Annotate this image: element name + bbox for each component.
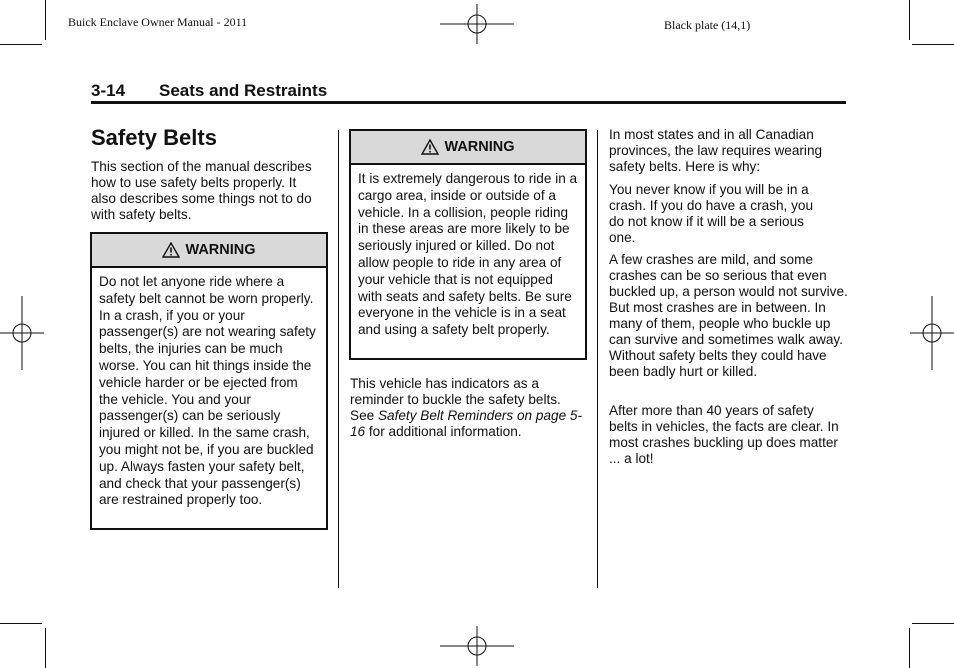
paragraph: In most states and in all Canadian provinces, the law requires wearing safety belts. Here is why: xyxy=(609,127,823,174)
warning-header xyxy=(351,131,585,165)
page-number: 3-14 xyxy=(91,81,126,100)
reminder-text: This vehicle has indicators as a reminder to buckle the safety belts. See xyxy=(350,376,561,423)
cross-reference-link[interactable]: Safety Belt Reminders on page 5-16 xyxy=(350,408,582,439)
crop-mark xyxy=(912,44,954,45)
registration-mark-icon xyxy=(0,296,44,370)
warning-box xyxy=(349,129,587,360)
section-name: Seats and Restraints xyxy=(159,81,328,100)
reminder-paragraph xyxy=(350,376,588,440)
column-divider xyxy=(597,130,598,588)
warning-header xyxy=(92,234,326,268)
warning-label: WARNING xyxy=(444,139,515,155)
warning-triangle-icon xyxy=(421,139,439,155)
warning-label: WARNING xyxy=(185,242,256,258)
warning-text: It is extremely dangerous to ride in a cargo area, inside or outside of a vehicle. In a collision, people riding in these areas are more likely to be seriously injured or killed. Do not allow people to ride in any area of your vehicle that is not equipped with seats and safety belts. Be sure everyone in the vehicle is in a seat and using a safety belt properly. xyxy=(358,171,578,338)
section-header xyxy=(91,81,327,101)
plate-label: Black plate (14,1) xyxy=(664,18,751,32)
paragraph: A few crashes are mild, and some crashes can be so serious that even buckled up, a person would not survive. But most crashes are in between. In many of them, people who buckle up can survive and sometimes walk away. Without safety belts they could have been badly hurt or killed. xyxy=(609,252,848,379)
crop-mark xyxy=(909,628,910,668)
paragraph: After more than 40 years of safety belts in vehicles, the facts are clear. In most crashes buckling up does matter ... a lot! xyxy=(609,403,839,466)
crop-mark xyxy=(45,628,46,668)
registration-mark-icon xyxy=(440,626,514,666)
paragraph: You never know if you will be in a crash. If you do have a crash, you do not know if it will be a serious one. xyxy=(609,182,814,245)
registration-mark-icon xyxy=(910,296,954,370)
header-rule xyxy=(91,101,846,104)
warning-text: Do not let anyone ride where a safety belt cannot be worn properly. In a crash, if you or your passenger(s) are not wearing safety belts, the injuries can be much worse. You can hit things inside the vehicle harder or be ejected from the vehicle. You and your passenger(s) can be seriously injured or killed. In the same crash, you might not be, if you are buckled up. Always fasten your safety belt, and check that your passenger(s) are restrained properly too. xyxy=(99,274,316,508)
crop-mark xyxy=(0,623,42,624)
warning-box xyxy=(90,232,328,530)
crop-mark xyxy=(909,0,910,40)
reminder-text-end: for additional information. xyxy=(365,424,522,439)
manual-title: Buick Enclave Owner Manual - 2011 xyxy=(68,15,248,29)
warning-triangle-icon xyxy=(162,242,180,258)
crop-mark xyxy=(912,623,954,624)
column-divider xyxy=(338,130,339,588)
crop-mark xyxy=(45,0,46,40)
intro-paragraph: This section of the manual describes how to use safety belts properly. It also describes some things not to do with safety belts. xyxy=(91,159,312,222)
crop-mark xyxy=(0,44,42,45)
registration-mark-icon xyxy=(440,4,514,44)
page-title: Safety Belts xyxy=(91,125,217,150)
